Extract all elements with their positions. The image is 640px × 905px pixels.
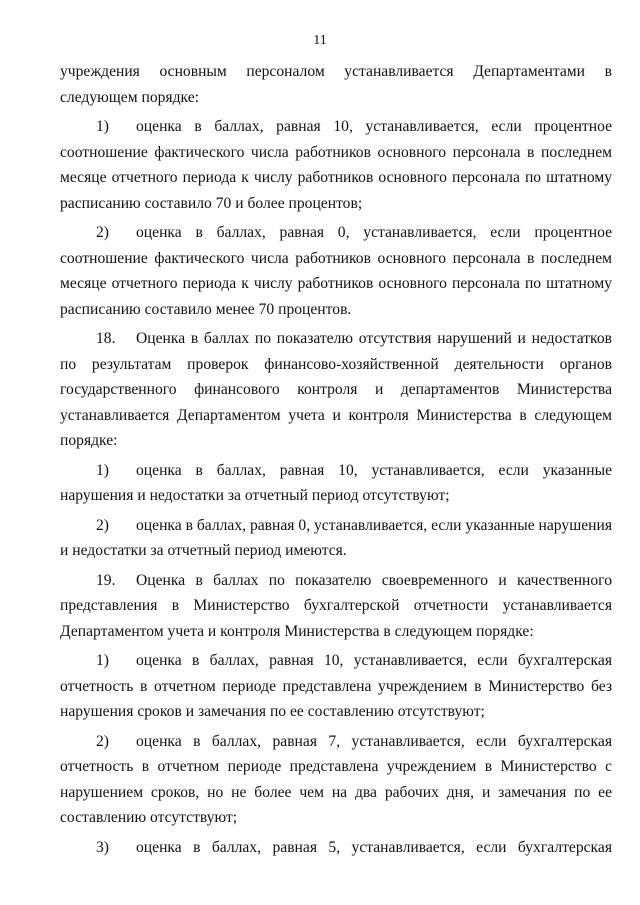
page-number: 11 (313, 33, 327, 48)
list-item-1-staff: 1) оценка в баллах, равная 10, устанавливается, если процентное соотношение фактического числа работников основного персонала в последнем месяце отчетного периода к числу работников основного персонала по штатному расписанию составило 70 и более процентов; (60, 118, 612, 212)
list-item-2-staff: 2) оценка в баллах, равная 0, устанавливается, если процентное соотношение фактического числа работников основного персонала в последнем месяце отчетного периода к числу работников основного персонала по штатному расписанию составило менее 70 процентов. (60, 224, 612, 318)
list-item-3-reporting: 3) оценка в баллах, равная 5, устанавливается, если бухгалтерская (96, 838, 612, 856)
list-item-2-reporting: 2) оценка в баллах, равная 7, устанавливается, если бухгалтерская отчетность в отчетном периоде представлена учреждением в Министерство с нарушением сроков, но не более чем на два рабочих дня, и замечания по ее составлению отсутствуют; (60, 732, 612, 826)
document-body (60, 59, 612, 860)
paragraph-intro: учреждения основным персоналом устанавливается Департаментами в следующем порядке: (60, 63, 612, 106)
clause-19: 19. Оценка в баллах по показателю своевременного и качественного представления в Министерство бухгалтерской отчетности устанавливается Департаментом учета и контроля Министерства в следующем порядке: (60, 571, 612, 640)
list-item-1-reporting: 1) оценка в баллах, равная 10, устанавливается, если бухгалтерская отчетность в отчетном периоде представлена учреждением в Министерство без нарушения сроков и замечания по ее составлению отсутствуют; (60, 652, 612, 720)
list-item-1-violations: 1) оценка в баллах, равная 10, устанавливается, если указанные нарушения и недостатки за отчетный период отсутствуют; (60, 461, 612, 504)
clause-18: 18. Оценка в баллах по показателю отсутствия нарушений и недостатков по результатам проверок финансово-хозяйственной деятельности органов государственного финансового контроля и департаментов Министерства устанавливается Департаментом учета и контроля Министерства в следующем порядке: (60, 330, 612, 449)
list-item-2-violations: 2) оценка в баллах, равная 0, устанавливается, если указанные нарушения и недостатки за отчетный период имеются. (60, 516, 612, 559)
